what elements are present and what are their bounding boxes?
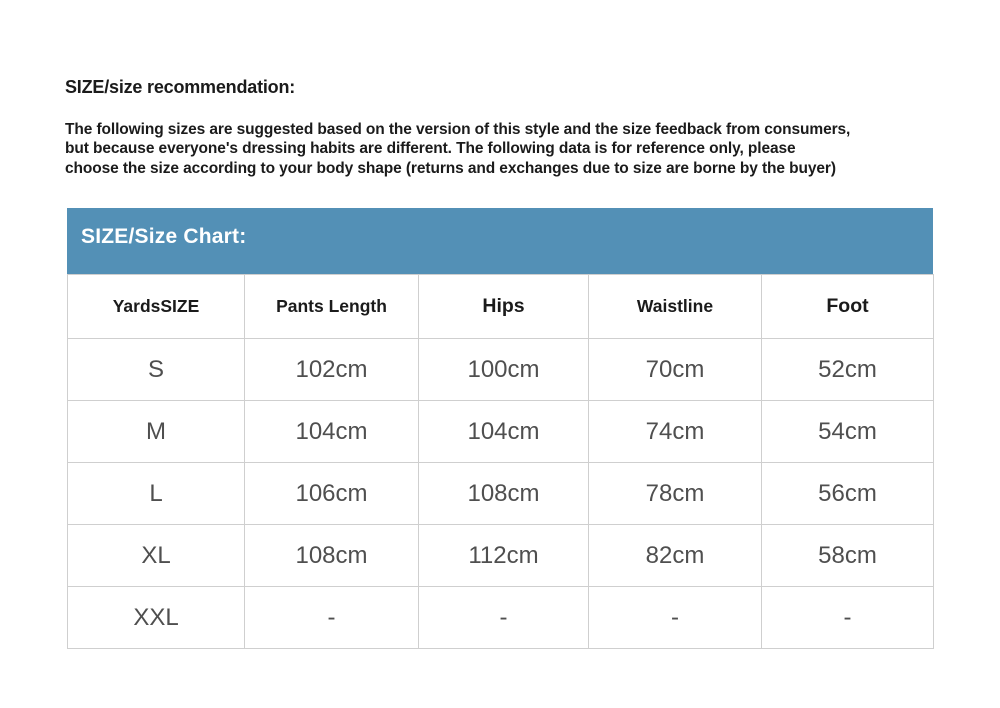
table-row-l [68,463,934,525]
recommendation-heading: SIZE/size recommendation: [65,77,296,97]
cell-l-hips: 108cm [419,463,589,525]
recommendation-line-1: The following sizes are suggested based on the version of this style and the size feedback from consumers, [65,121,851,138]
size-chart-title: SIZE/Size Chart: [81,224,247,248]
table-row-s [68,339,934,401]
cell-xxl-waistline: - [589,587,762,649]
column-header-yards-size: YardsSIZE [68,275,245,339]
cell-xl-pants-length: 108cm [245,525,419,587]
size-chart-title-bar [67,208,933,274]
cell-m-hips: 104cm [419,401,589,463]
cell-xl-foot: 58cm [762,525,934,587]
cell-xxl-foot: - [762,587,934,649]
cell-s-foot: 52cm [762,339,934,401]
recommendation-line-3: choose the size according to your body shape (returns and exchanges due to size are borne by the buyer) [65,159,836,177]
cell-m-pants-length: 104cm [245,401,419,463]
cell-size-l: L [68,463,245,525]
cell-xxl-pants-length: - [245,587,419,649]
cell-size-s: S [68,339,245,401]
column-header-hips: Hips [419,275,589,339]
cell-s-pants-length: 102cm [245,339,419,401]
table-row-xxl [68,587,934,649]
cell-l-foot: 56cm [762,463,934,525]
size-chart-table [67,274,934,649]
cell-size-m: M [68,401,245,463]
cell-m-foot: 54cm [762,401,934,463]
cell-s-hips: 100cm [419,339,589,401]
recommendation-paragraph [65,120,850,178]
cell-l-waistline: 78cm [589,463,762,525]
column-header-waistline: Waistline [589,275,762,339]
table-row-m [68,401,934,463]
recommendation-line-2: but because everyone's dressing habits are different. The following data is for reference only, please [65,140,796,158]
cell-size-xxl: XXL [68,587,245,649]
cell-l-pants-length: 106cm [245,463,419,525]
table-header-row [68,275,934,339]
table-row-xl [68,525,934,587]
column-header-foot: Foot [762,275,934,339]
column-header-pants-length: Pants Length [245,275,419,339]
cell-xl-hips: 112cm [419,525,589,587]
cell-xl-waistline: 82cm [589,525,762,587]
cell-xxl-hips: - [419,587,589,649]
cell-size-xl: XL [68,525,245,587]
cell-s-waistline: 70cm [589,339,762,401]
cell-m-waistline: 74cm [589,401,762,463]
